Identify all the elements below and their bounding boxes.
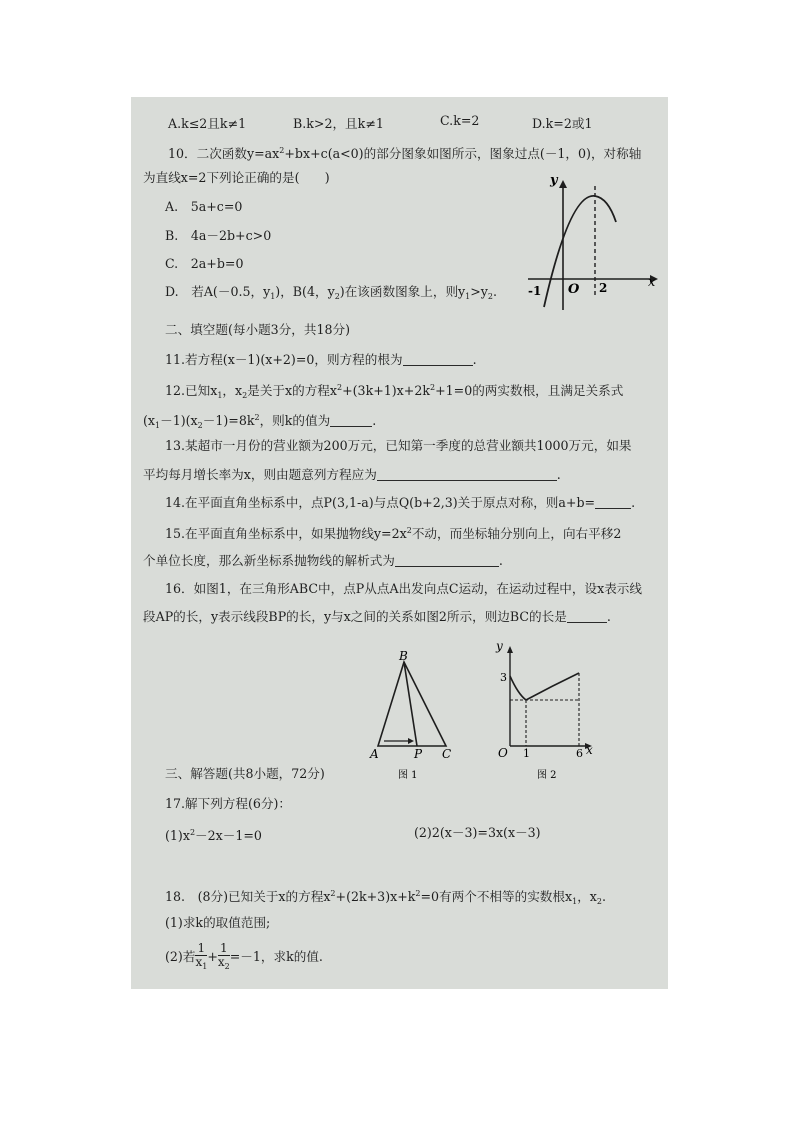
y-axis-arrow (559, 180, 567, 188)
bp-curve (510, 673, 579, 700)
q15-line-1: 15.在平面直角坐标系中，如果抛物线$y=2x^2$不动，而坐标轴分别向上，向右平移2 (165, 526, 622, 541)
y-axis-arrow (507, 646, 513, 653)
graph-y-label: y (550, 173, 558, 188)
label-a: A (370, 747, 379, 761)
q16-figure-1-triangle (366, 648, 466, 783)
q18-part-2: (2)若 $\frac{1}{x_1}$ + $\frac{1}{x_2}$ =－1，求k的值. (165, 941, 323, 971)
q14: 14.在平面直角坐标系中，点P(3,1-a)与点Q(b+2,3)关于原点对称，则a+b= . (165, 495, 636, 510)
q17-part-2: (2)2(x－3)=3x(x－3) (414, 825, 541, 840)
q12-line-1: 12.已知$x_1$，$x_2$是关于x的方程$x^2+(3k+1)x+2k^2+1=0$的两实数根，且满足关系式 (165, 383, 624, 400)
q13-line-2: 平均每月增长率为x，则由题意列方程应为 . (143, 467, 561, 482)
section-2-heading: 二、填空题(每小题3分，共18分) (165, 322, 350, 337)
fraction-1-over-x2: $\frac{1}{x_2}$ (217, 941, 230, 971)
q17-part-1: $(1)x^2-2x-1=0$ (165, 828, 262, 843)
q15-line-2: 个单位长度，那么新坐标系抛物线的解析式为 . (143, 553, 503, 568)
label-b: B (399, 649, 408, 663)
section-3-heading: 三、解答题(共8小题，72分) (165, 766, 325, 781)
figure-1-caption: 图 1 (398, 770, 418, 781)
q18-part-1: (1)求k的取值范围; (165, 915, 271, 930)
graph2-three-label: 3 (500, 671, 507, 684)
q16-line-1: 16．如图1，在三角形ABC中，点P从点A出发向点C运动，在运动过程中，设x表示线 (165, 581, 642, 596)
label-p: P (414, 747, 423, 761)
q16-line-2: 段AP的长，y表示线段BP的长，y与x之间的关系如图2所示，则边BC的长是 . (143, 609, 611, 624)
graph-x-label: x (648, 275, 656, 290)
q10-parabola-graph (520, 172, 662, 312)
q12-line-2: $(x_1-1)(x_2-1)=8k^2$，则k的值为 . (143, 413, 377, 430)
graph-neg1-label: -1 (528, 284, 542, 298)
fraction-1-over-x1: $\frac{1}{x_1}$ (195, 941, 208, 971)
graph2-origin-label: O (498, 746, 508, 760)
q9-option-c: C.k=2 (440, 113, 480, 128)
q9-option-a: A.k≤2且k≠1 (168, 116, 247, 131)
q10-line-2: 为直线x=2下列论正确的是( ) (143, 170, 330, 185)
q11: 11.若方程(x－1)(x+2)=0，则方程的根为 . (165, 352, 477, 367)
graph2-six-label: 6 (576, 747, 583, 760)
q10-option-a: A. 5a+c=0 (165, 199, 243, 214)
figure-2-caption: 图 2 (537, 770, 557, 781)
q10-option-c: C. 2a+b=0 (165, 256, 244, 271)
q10-option-d: D. 若A(－0.5，$y_1$)，B(4，$y_2$)在该函数图象上，则$y_1>y_2$. (165, 284, 498, 301)
q10-option-b: B. 4a－2b+c>0 (165, 228, 272, 243)
q9-option-b: B.k>2，且k≠1 (293, 116, 384, 131)
graph2-x-label: x (586, 743, 593, 757)
graph-two-label: 2 (599, 281, 608, 295)
q9-option-d: D.k=2或1 (532, 116, 593, 131)
q18-line-1: 18. (8分)已知关于x的方程$x^2+(2k+3)x+k^2=0$有两个不相等的实数根$x_1$，$x_2$. (165, 889, 606, 906)
q16-figure-2-graph (492, 640, 602, 783)
graph2-y-label: y (496, 640, 503, 653)
q10-line-1: 10．二次函数$y=ax^2+bx+c(a<0)$的部分图象如图所示，图象过点(－1，0)，对称轴 (168, 146, 642, 161)
q13-line-1: 13.某超市一月份的营业额为200万元，已知第一季度的总营业额共1000万元，如果 (165, 438, 632, 453)
triangle-abc (378, 662, 446, 746)
motion-arrow-head (408, 738, 414, 744)
graph-origin-label: O (568, 282, 580, 297)
q17-title: 17.解下列方程(6分)： (165, 796, 292, 811)
label-c: C (442, 747, 452, 761)
graph2-one-label: 1 (523, 747, 530, 760)
